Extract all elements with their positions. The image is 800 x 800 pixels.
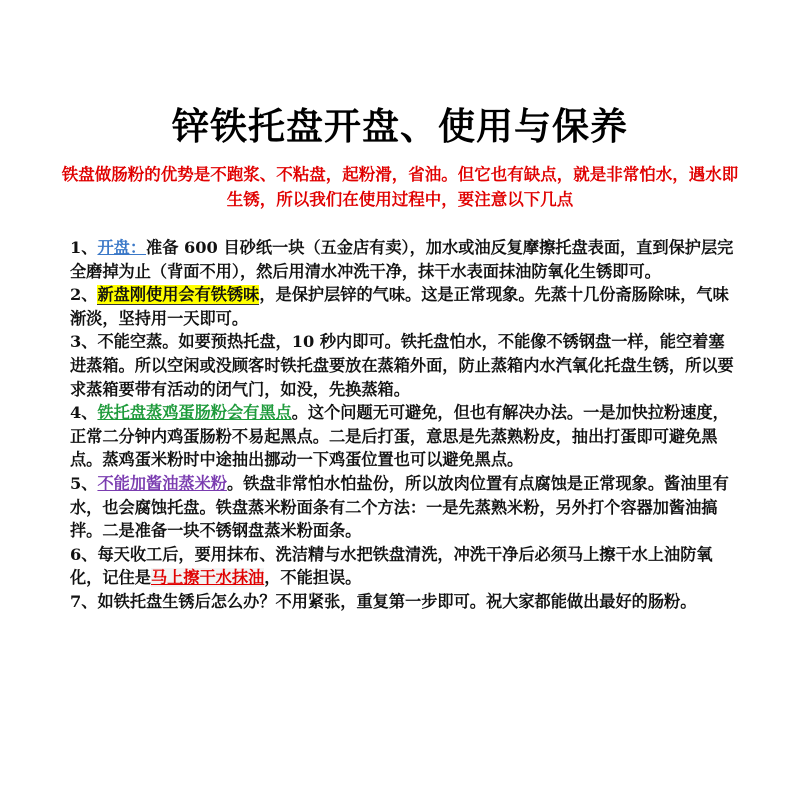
list-item-7 bbox=[70, 590, 738, 614]
highlight-dry-and-oil: 马上擦干水抹油 bbox=[150, 568, 265, 588]
highlight-no-soy-sauce: 不能加酱油蒸米粉 bbox=[97, 473, 227, 493]
item-number: 3、 bbox=[70, 332, 98, 352]
intro-paragraph: 铁盘做肠粉的优势是不跑浆、不粘盘，起粉滑，省油。但它也有缺点，就是非常怕水，遇水即生锈，所以我们在使用过程中，要注意以下几点 bbox=[61, 165, 739, 209]
highlight-open-plate: 开盘： bbox=[97, 238, 147, 257]
item-number: 5、 bbox=[70, 473, 98, 493]
item-text: 准备 600 目砂纸一块（五金店有卖），加水或油反复摩擦托盘表面，直到保护层完全磨掉为止（背面不用），然后用清水冲洗干净，抹干水表面抹油防氧化生锈即可。 bbox=[70, 238, 734, 281]
list-item-4 bbox=[70, 401, 738, 472]
item-text: 。这个问题无可避免，但也有解决办法。一是加快拉粉速度，正常二分钟内鸡蛋肠粉不易起黑点。二是后打蛋，意思是先蒸熟粉皮，抽出打蛋即可避免黑点。蒸鸡蛋米粉时中途抽出挪动一下鸡蛋位置也可以避免黑点。 bbox=[70, 403, 729, 470]
list-item-6 bbox=[70, 543, 738, 590]
item-number: 6、 bbox=[70, 544, 98, 564]
highlight-black-spots: 铁托盘蒸鸡蛋肠粉会有黑点 bbox=[97, 403, 292, 423]
item-text: 如铁托盘生锈后怎么办？不用紧张，重复第一步即可。祝大家都能做出最好的肠粉。 bbox=[97, 591, 697, 611]
item-number: 4、 bbox=[70, 403, 98, 423]
item-number: 1、 bbox=[70, 238, 98, 257]
item-text: ，是保护层锌的气味。这是正常现象。先蒸十几份斋肠除味，气味渐淡，坚持用一天即可。 bbox=[70, 285, 729, 328]
item-number: 7、 bbox=[70, 591, 98, 611]
list-item-5 bbox=[70, 472, 738, 543]
item-text: ，不能担误。 bbox=[264, 568, 362, 588]
list-item-1 bbox=[70, 236, 738, 283]
highlight-rust-smell: 新盘刚使用会有铁锈味 bbox=[97, 285, 260, 305]
page-title: 锌铁托盘开盘、使用与保养 bbox=[172, 105, 628, 148]
list-item-3 bbox=[70, 330, 738, 401]
item-text: 不能空蒸。如要预热托盘，10 秒内即可。铁托盘怕水，不能像不锈钢盘一样，能空着塞进蒸箱。所以空闲或没顾客时铁托盘要放在蒸箱外面，防止蒸箱内水汽氧化托盘生锈，所以要求蒸箱要带有活动的闭气门，如没，先换蒸箱。 bbox=[70, 332, 734, 399]
list-item-2 bbox=[70, 283, 738, 330]
item-text-before: 每天收工后，要用抹布、洗洁精与水把铁盘清洗，冲洗干净后必须马上擦干水上油防氧化，记住是 bbox=[70, 544, 713, 588]
item-number: 2、 bbox=[70, 285, 98, 305]
item-text: 。铁盘非常怕水怕盐份，所以放肉位置有点腐蚀是正常现象。酱油里有水，也会腐蚀托盘。铁盘蒸米粉面条有二个方法：一是先蒸熟米粉，另外打个容器加酱油搞拌。二是准备一块不锈钢盘蒸米粉面条。 bbox=[70, 473, 729, 541]
instructions-list bbox=[70, 236, 738, 614]
